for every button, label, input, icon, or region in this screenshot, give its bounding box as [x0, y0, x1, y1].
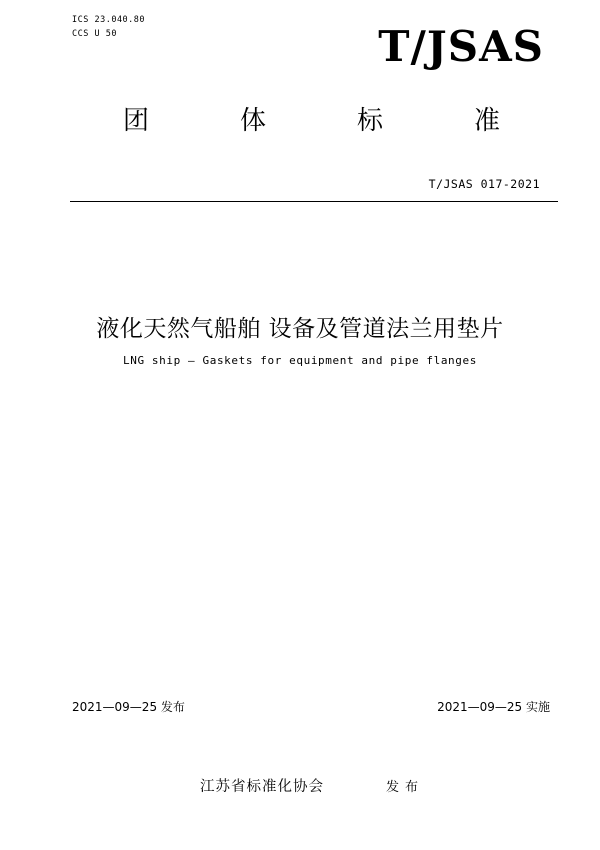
title-chinese: 液化天然气船舶 设备及管道法兰用垫片 [96, 316, 504, 342]
ics-code: ICS 23.040.80 [72, 15, 146, 25]
standard-code: T/JSAS 017-2021 [428, 177, 540, 191]
header-divider [70, 201, 558, 202]
ccs-code: CCS U 50 [72, 29, 117, 39]
standard-kind-char: 团 [123, 106, 150, 136]
standard-kind-char: 准 [473, 106, 500, 136]
standard-brand: T/JSAS [378, 22, 544, 71]
standard-kind [123, 108, 500, 134]
implement-date: 2021—09—25 实施 [437, 700, 550, 714]
publish-date: 2021—09—25 发布 [72, 700, 185, 714]
issue-label: 发布 [386, 780, 425, 795]
standard-kind-char: 体 [239, 106, 266, 136]
title-english: LNG ship — Gaskets for equipment and pipe flanges [123, 354, 477, 367]
issuing-organization: 江苏省标准化协会 [200, 779, 324, 795]
standard-kind-char: 标 [356, 106, 383, 136]
